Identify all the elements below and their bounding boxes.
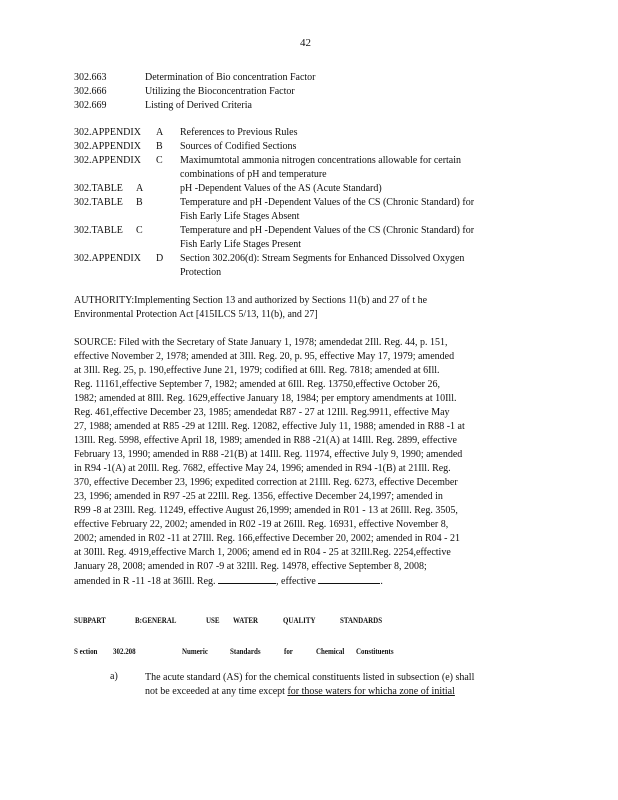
section-title: Utilizing the Bioconcentration Factor — [145, 86, 295, 97]
section-heading-word: Chemical — [316, 646, 345, 656]
appendix-letter: A — [156, 127, 164, 138]
toc-row — [74, 100, 544, 114]
source-line: 23, 1996; amended in R97 -25 at 22Ill. Reg. 1356, effective December 24,1997; amended in — [74, 491, 443, 502]
source-line: 2002; amended in R02 -11 at 27Ill. Reg. 166,effective December 20, 2002; amended in R04 - 21 — [74, 533, 461, 544]
source-line: 1982; amended at 8Ill. Reg. 1629,effective January 18, 1984; per emptory amendments at 10Ill. — [74, 393, 457, 404]
section-heading-word: S ection — [74, 646, 98, 656]
appendix-number: 302.APPENDIX — [74, 155, 141, 166]
authority-line: AUTHORITY:Implementing Section 13 and authorized by Sections 11(b) and 27 of t he — [74, 295, 428, 306]
source-line: Reg. 461,effective December 23, 1985; amendedat R87 - 27 at 12Ill. Reg.9911, effective May — [74, 407, 450, 418]
toc-row — [74, 86, 544, 100]
subpart-heading-word: STANDARDS — [340, 615, 383, 625]
source-line: 370, effective December 23, 1996; expedited correction at 21Ill. Reg. 6273, effective December — [74, 477, 458, 488]
appendix-number: 302.TABLE — [74, 183, 123, 194]
source-text: . — [380, 576, 383, 587]
appendix-title-line: Fish Early Life Stages Present — [180, 239, 302, 250]
source-text: , effective — [276, 576, 319, 587]
section-heading-word: Constituents — [356, 646, 394, 656]
appendix-title-line: Temperature and pH -Dependent Values of the CS (Chronic Standard) for — [180, 225, 475, 236]
appendix-letter: C — [136, 225, 143, 236]
section-number: 302.663 — [74, 72, 107, 83]
source-line: Reg. 11161,effective September 7, 1982; amended at 6Ill. Reg. 13750,effective October 26, — [74, 379, 441, 390]
appendix-letter: D — [156, 253, 164, 264]
appendix-title-line: pH -Dependent Values of the AS (Acute Standard) — [180, 183, 382, 194]
section-heading-word: Standards — [230, 646, 261, 656]
toc-row — [74, 72, 544, 86]
appendix-number: 302.TABLE — [74, 197, 123, 208]
blank-line — [318, 574, 380, 584]
section-heading-word: 302.208 — [113, 646, 136, 656]
section-title: Listing of Derived Criteria — [145, 100, 252, 111]
appendix-title-line: Sources of Codified Sections — [180, 141, 297, 152]
section-heading-word: Numeric — [182, 646, 208, 656]
appendix-title-line: combinations of pH and temperature — [180, 169, 327, 180]
authority-note — [74, 294, 536, 322]
source-line: effective February 22, 2002; amended in R02 -19 at 26Ill. Reg. 16931, effective November 8, — [74, 519, 449, 530]
source-line: January 28, 2008; amended in R07 -9 at 32Ill. Reg. 14978, effective September 8, 2008; — [74, 561, 427, 572]
appendix-letter: B — [156, 141, 163, 152]
subpart-heading-word: USE — [206, 615, 220, 625]
appendix-letter: B — [136, 197, 143, 208]
appendix-title-line: Protection — [180, 267, 222, 278]
paragraph-line: The acute standard (AS) for the chemical constituents listed in subsection (e) shall — [145, 672, 475, 683]
source-line: 13Ill. Reg. 5998, effective April 18, 1989; amended in R88 -21(A) at 14Ill. Reg. 2899, effective — [74, 435, 457, 446]
page-number: 42 — [300, 37, 311, 49]
section-heading-word: for — [284, 646, 293, 656]
source-line: in R94 -1(A) at 20Ill. Reg. 7682, effective May 24, 1996; amended in R94 -1(B) at 21Ill. Reg. — [74, 463, 451, 474]
paragraph-line — [145, 685, 538, 699]
paragraph-label: a) — [110, 671, 118, 682]
paragraph-a — [145, 671, 538, 699]
subpart-heading-word: WATER — [233, 615, 259, 625]
underlined-amendment-text: for those waters for whicha zone of initial — [287, 686, 455, 697]
source-line: effective November 2, 1978; amended at 3Ill. Reg. 20, p. 95, effective May 17, 1979; amended — [74, 351, 455, 362]
subpart-heading-word: B:GENERAL — [135, 615, 177, 625]
section-number: 302.669 — [74, 100, 107, 111]
authority-line: Environmental Protection Act [415ILCS 5/13, 11(b), and 27] — [74, 309, 318, 320]
source-line: at 30Ill. Reg. 4919,effective March 1, 2006; amend ed in R04 - 25 at 32Ill.Reg. 2254,effective — [74, 547, 451, 558]
appendix-number: 302.APPENDIX — [74, 141, 141, 152]
subpart-heading-word: QUALITY — [283, 615, 316, 625]
paragraph-text: not be exceeded at any time except — [145, 686, 285, 697]
source-note — [74, 336, 536, 589]
subpart-heading-word: SUBPART — [74, 615, 106, 625]
appendix-title-line: Fish Early Life Stages Absent — [180, 211, 300, 222]
source-line: 27, 1988; amended at R85 -29 at 12Ill. Reg. 12082, effective July 11, 1988; amended in R88 -1 at — [74, 421, 465, 432]
appendix-number: 302.TABLE — [74, 225, 123, 236]
appendix-title-line: Temperature and pH -Dependent Values of the CS (Chronic Standard) for — [180, 197, 475, 208]
appendix-number: 302.APPENDIX — [74, 127, 141, 138]
source-line: R99 -8 at 23Ill. Reg. 11249, effective August 26,1999; amended in R01 - 13 at 26Ill. Reg. 3505, — [74, 505, 458, 516]
source-line — [74, 574, 536, 589]
section-number: 302.666 — [74, 86, 107, 97]
source-line: February 13, 1990; amended in R88 -21(B) at 14Ill. Reg. 11974, effective July 9, 1990; amended — [74, 449, 463, 460]
appendix-title-line: Section 302.206(d): Stream Segments for Enhanced Dissolved Oxygen — [180, 253, 465, 264]
appendix-letter: A — [136, 183, 144, 194]
blank-line — [218, 574, 276, 584]
appendix-letter: C — [156, 155, 163, 166]
appendix-title-line: References to Previous Rules — [180, 127, 298, 138]
appendix-title-line: Maximumtotal ammonia nitrogen concentrations allowable for certain — [180, 155, 462, 166]
section-title: Determination of Bio concentration Factor — [145, 72, 316, 83]
source-text: amended in R -11 -18 at 36Ill. Reg. — [74, 576, 219, 587]
appendix-number: 302.APPENDIX — [74, 253, 141, 264]
source-line: SOURCE: Filed with the Secretary of State January 1, 1978; amendedat 2Ill. Reg. 44, p. 151, — [74, 337, 448, 348]
source-line: at 3Ill. Reg. 25, p. 190,effective June 21, 1979; codified at 6Ill. Reg. 7818; amended at 6Ill. — [74, 365, 440, 376]
